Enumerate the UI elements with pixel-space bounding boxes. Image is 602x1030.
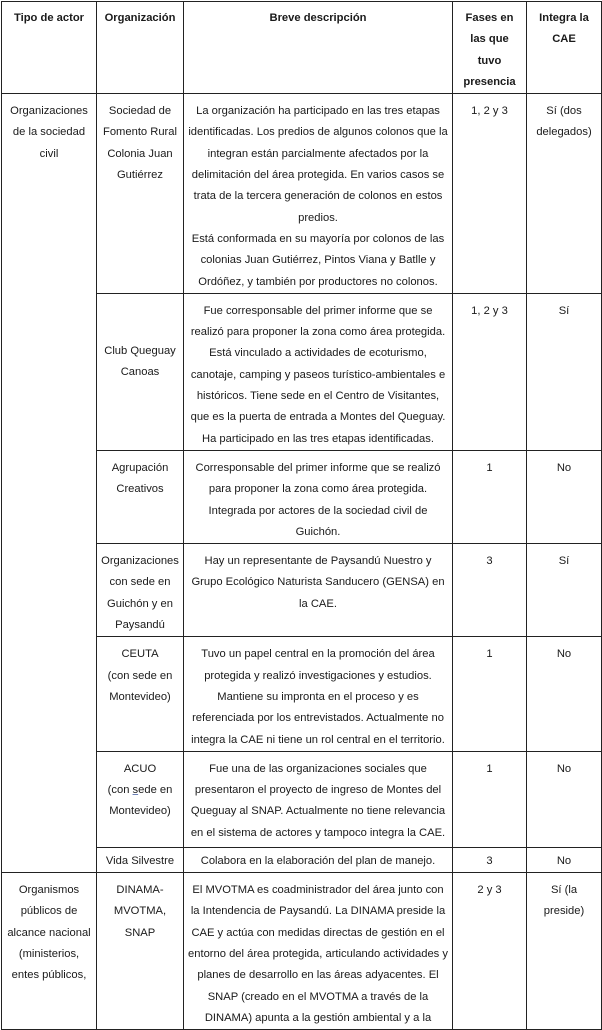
phases-cell: 1 — [453, 450, 527, 543]
header-description: Breve descripción — [184, 2, 453, 94]
description-cell: Fue una de las organizaciones sociales que presentaron el proyecto de ingreso de Montes del Queguay al SNAP. Actualmente no tiene relevancia en el sistema de actores y tampoco integra la CAE. — [184, 751, 453, 847]
phases-cell: 1, 2 y 3 — [453, 293, 527, 450]
organization-location: (con sede en Montevideo) — [107, 669, 173, 703]
header-row — [2, 2, 602, 94]
phases-cell: 2 y 3 — [453, 873, 527, 1030]
table-row — [2, 94, 602, 294]
description-paragraph: Está conformada en su mayoría por colonos de las colonias Juan Gutiérrez, Pintos Viana y Batlle y Ordóñez, y también por productores no colonos. — [191, 232, 445, 288]
cae-cell: No — [527, 751, 602, 847]
organization-name: CEUTA — [121, 648, 159, 661]
actors-table — [1, 1, 602, 1030]
actor-type-cell: Organismos públicos de alcance nacional (ministerios, entes públicos, — [2, 873, 97, 1030]
organization-cell — [97, 637, 184, 751]
description-cell — [184, 94, 453, 294]
phases-cell: 1 — [453, 637, 527, 751]
description-cell: Colabora en la elaboración del plan de manejo. — [184, 847, 453, 872]
phases-cell: 3 — [453, 544, 527, 637]
description-cell: El MVOTMA es coadministrador del área junto con la Intendencia de Paysandú. La DINAMA preside la CAE y actúa con medidas directas de gestión en el entorno del área protegida, articulando actividades y planes de desarrollo en las áreas adyacentes. El SNAP (creado en el MVOTMA a través de la DINAMA) apunta a la gestión ambiental y a la — [184, 873, 453, 1030]
spellcheck-underline: s — [132, 784, 139, 797]
organization-cell: Organizaciones con sede en Guichón y en Paysandú — [97, 544, 184, 637]
cae-cell: Sí — [527, 293, 602, 450]
cae-cell: No — [527, 450, 602, 543]
header-organization: Organización — [97, 2, 184, 94]
organization-cell — [97, 751, 184, 847]
table-row — [2, 873, 602, 1030]
cae-cell: No — [527, 637, 602, 751]
cae-cell: Sí (dos delegados) — [527, 94, 602, 294]
header-actor-type: Tipo de actor — [2, 2, 97, 94]
organization-cell: Club Queguay Canoas — [97, 293, 184, 450]
cae-cell: No — [527, 847, 602, 872]
organization-cell: Agrupación Creativos — [97, 450, 184, 543]
actor-type-cell: Organizaciones de la sociedad civil — [2, 94, 97, 873]
organization-cell: Sociedad de Fomento Rural Colonia Juan Gutiérrez — [97, 94, 184, 294]
description-paragraph: La organización ha participado en las tres etapas identificadas. Los predios de algunos colonos que la integran están parcialmente afectados por la delimitación del área protegida. En varios casos se trata de la tercera generación de colonos en estos predios. — [188, 105, 448, 224]
phases-cell: 1 — [453, 751, 527, 847]
organization-location-text: ede en Montevideo) — [109, 784, 173, 818]
organization-cell: Vida Silvestre — [97, 847, 184, 872]
organization-location-text: (con — [107, 784, 133, 797]
description-cell: Fue corresponsable del primer informe que se realizó para proponer la zona como área protegida. Está vinculado a actividades de ecoturismo, canotaje, camping y paseos turístico-ambientales e históricos. Tiene sede en el Centro de Visitantes, que es la puerta de entrada a Montes del Queguay. Ha participado en las tres etapas identificadas. — [184, 293, 453, 450]
description-cell: Corresponsable del primer informe que se realizó para proponer la zona como área protegida. Integrada por actores de la sociedad civil de Guichón. — [184, 450, 453, 543]
description-cell: Hay un representante de Paysandú Nuestro y Grupo Ecológico Naturista Sanducero (GENSA) en la CAE. — [184, 544, 453, 637]
header-cae: Integra la CAE — [527, 2, 602, 94]
cae-cell: Sí — [527, 544, 602, 637]
organization-location — [101, 780, 179, 823]
cae-cell: Sí (la preside) — [527, 873, 602, 1030]
organization-cell: DINAMA-MVOTMA, SNAP — [97, 873, 184, 1030]
phases-cell: 1, 2 y 3 — [453, 94, 527, 294]
header-phases: Fases en las que tuvo presencia — [453, 2, 527, 94]
phases-cell: 3 — [453, 847, 527, 872]
description-cell: Tuvo un papel central en la promoción del área protegida y realizó investigaciones y estudios. Mantiene su impronta en el proceso y es referenciada por los entrevistados. Actualmente no integra la CAE ni tiene un rol central en el territorio. — [184, 637, 453, 751]
organization-name: ACUO — [123, 762, 157, 775]
